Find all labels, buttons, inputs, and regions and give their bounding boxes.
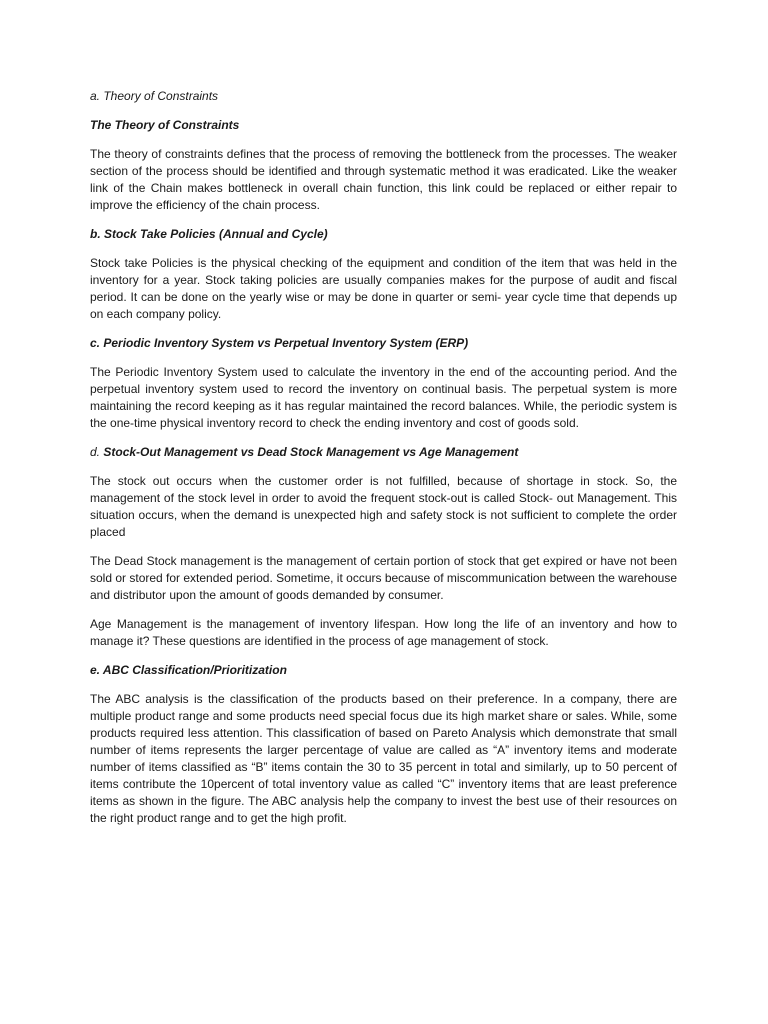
section-heading-stock-take-policies: b. Stock Take Policies (Annual and Cycle) xyxy=(90,227,328,241)
section-heading-text: Stock-Out Management vs Dead Stock Management vs Age Management xyxy=(103,445,519,459)
paragraph-stock-out: The stock out occurs when the customer order is not fulfilled, because of shortage in stock. So, the management of the stock level in order to avoid the frequent stock-out is called Stock- out Management. This situation occurs, when the demand is unexpected high and safety stock is not sufficient to complete the order placed xyxy=(90,474,677,539)
document-page xyxy=(90,88,677,839)
section-heading-periodic-vs-perpetual: c. Periodic Inventory System vs Perpetual Inventory System (ERP) xyxy=(90,336,469,350)
paragraph-stock-take-policies: Stock take Policies is the physical checking of the equipment and condition of the item that was held in the inventory for a year. Stock taking policies are usually companies makes for the purpose of audit and fiscal period. It can be done on the yearly wise or may be done in quarter or semi- year cycle time that depends up on each company policy. xyxy=(90,256,677,321)
paragraph-theory-of-constraints: The theory of constraints defines that the process of removing the bottleneck from the processes. The weaker section of the process should be identified and through systematic method it was eradicated. Like the weaker link of the Chain makes bottleneck in overall chain function, this link could be replaced or either repair to improve the efficiency of the chain process. xyxy=(90,147,677,212)
paragraph-abc-classification: The ABC analysis is the classification of the products based on their preference. In a company, there are multiple product range and some products need special focus due its high market share or sales. While, some products required less attention. This classification of based on Pareto Analysis which demonstrate that small number of items represents the larger percentage of value are called as “A” inventory items and moderate number of items classified as “B” items contain the 30 to 35 percent in total and similarly, up to 50 percent of items contribute the 10percent of total inventory value as called “C” inventory items that are least preference items as shown in the figure. The ABC analysis help the company to invest the best use of their resources on the right product range and to get the high profit. xyxy=(90,692,677,825)
section-heading-lead: d. xyxy=(90,445,101,459)
paragraph-dead-stock: The Dead Stock management is the management of certain portion of stock that get expired or have not been sold or stored for extended period. Sometime, it occurs because of miscommunication between the warehouse and distributor upon the amount of goods demanded by consumer. xyxy=(90,554,677,602)
section-heading-abc-classification: e. ABC Classification/Prioritization xyxy=(90,663,287,677)
section-label: a. Theory of Constraints xyxy=(90,89,219,103)
section-heading-stock-out-management xyxy=(90,444,677,461)
paragraph-periodic-vs-perpetual: The Periodic Inventory System used to calculate the inventory in the end of the accounting period. And the perpetual inventory system used to record the inventory on continual basis. The perpetual system is more maintaining the record keeping as it has regular maintained the record balances. While, the periodic system is the one-time physical inventory record to check the ending inventory and cost of goods sold. xyxy=(90,365,677,430)
section-heading-theory-of-constraints: The Theory of Constraints xyxy=(90,118,240,132)
paragraph-age-management: Age Management is the management of inventory lifespan. How long the life of an inventory and how to manage it? These questions are identified in the process of age management of stock. xyxy=(90,617,677,648)
